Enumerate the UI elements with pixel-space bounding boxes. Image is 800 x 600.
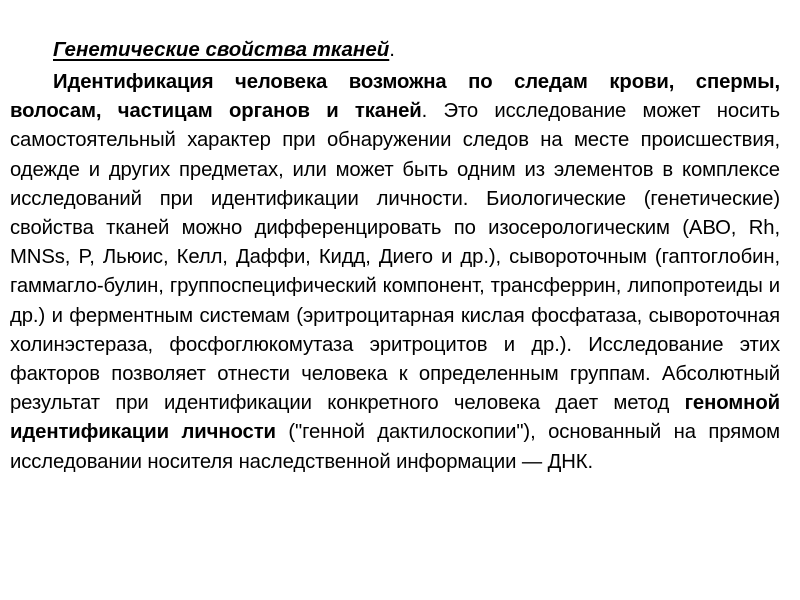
section-heading [10,34,780,65]
heading-text: Генетические свойства тканей [53,38,390,61]
identification-lead-text: Идентификация человека возможна по следам крови, спермы, волосам, частицам органов и тканей [10,71,780,123]
genomic-identification-term: геномной идентификации личности [10,392,780,444]
body-paragraph [10,68,780,477]
heading-period: . [389,38,395,61]
paragraph-ending-text: ("генной дактилоскопии"), основанный на прямом исследовании носителя наследственной информации — ДНК. [10,421,780,473]
paragraph-body-text: . Это исследование может носить самостоятельный характер при обнаружении следов на месте происшествия, одежде и других предметах, или может быть одним из элементов в комплексе исследований при идентификации личности. Биологические (генетические) свойства тканей можно дифференцировать по изосерологическим (АВО, Rh, MNSs, P, Льюис, Келл, Даффи, Кидд, Диего и др.), сывороточным (гаптоглобин, гаммагло-булин, группоспецифический компонент, трансферрин, липопротеиды и др.) и ферментным системам (эритроцитарная кислая фосфатаза, сывороточная холинэстераза, фосфоглюкомутаза эритроцитов и др.). Исследование этих факторов позволяет отнести человека к определенным группам. Абсолютный результат при идентификации конкретного человека дает метод [10,100,781,415]
